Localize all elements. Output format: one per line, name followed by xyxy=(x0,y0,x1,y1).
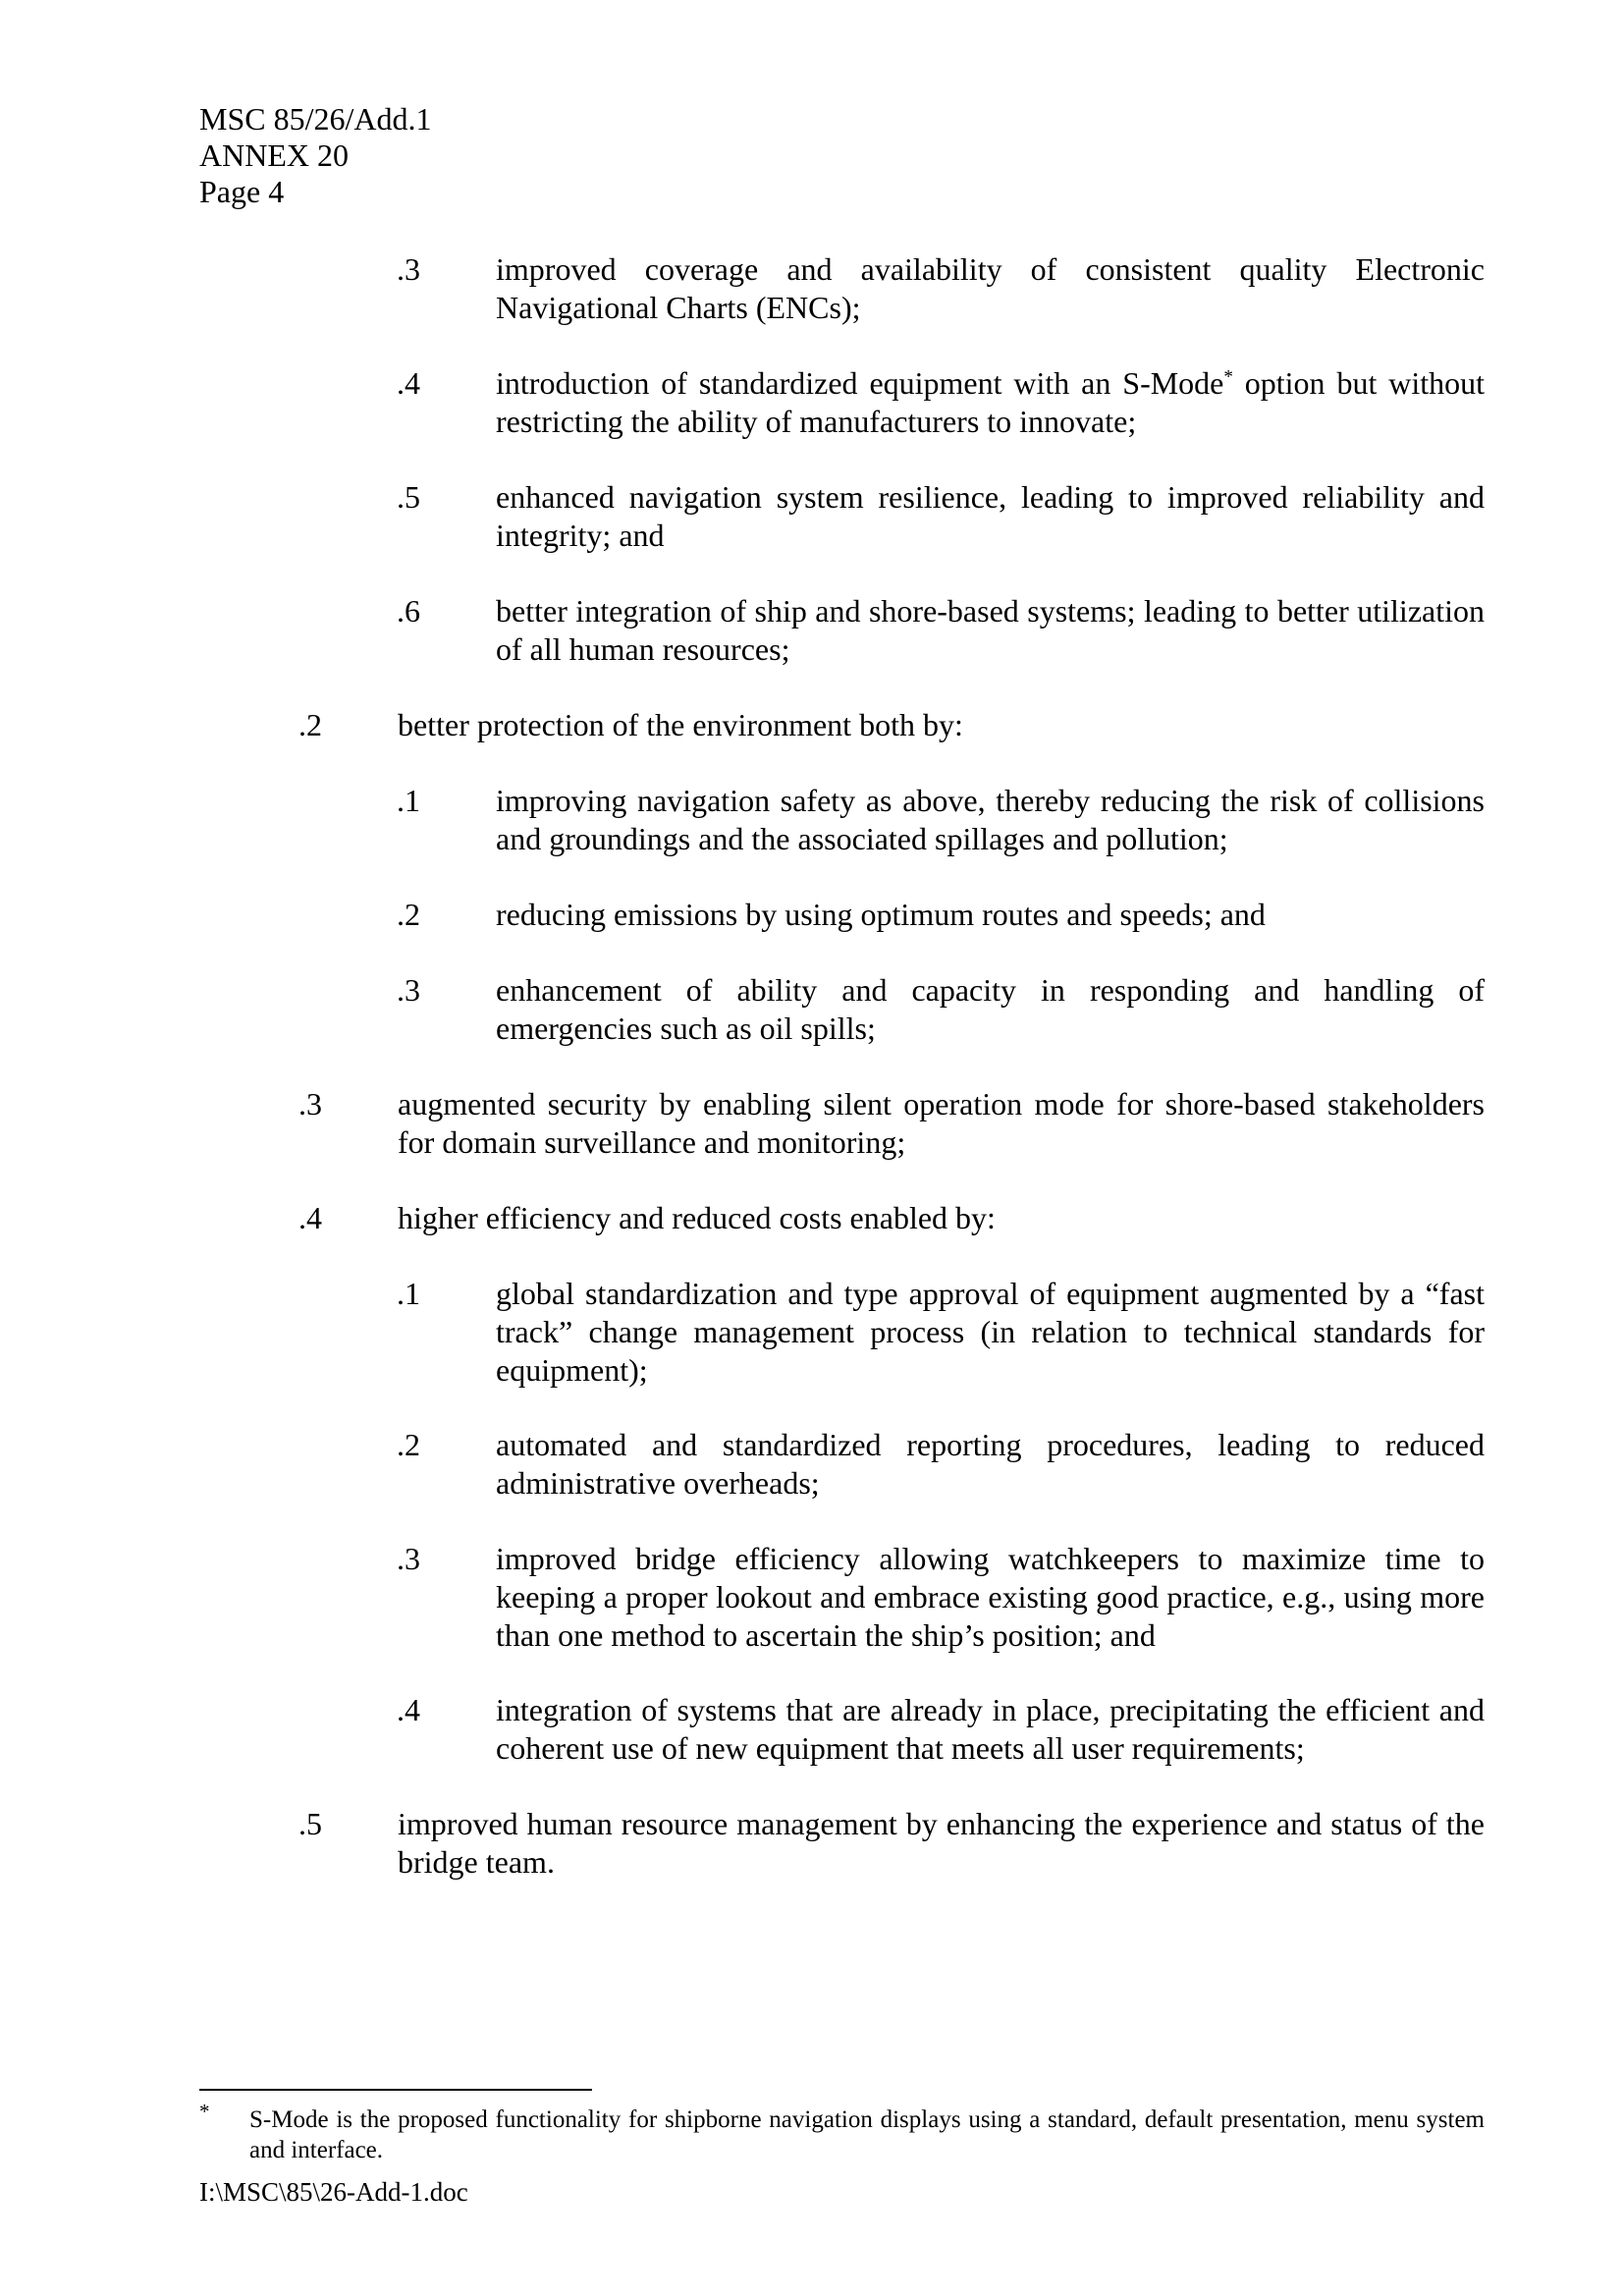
item-text: better protection of the environment both by: xyxy=(398,707,963,742)
item-text: augmented security by enabling silent operation mode for shore-based stakeholders for domain surveillance and monitoring; xyxy=(398,1086,1485,1160)
list-item xyxy=(298,1199,1485,1237)
list-item xyxy=(397,971,1485,1048)
page-header xyxy=(199,101,431,210)
list-item xyxy=(397,782,1485,858)
item-text: enhancement of ability and capacity in responding and handling of emergencies such as oil spills; xyxy=(496,972,1485,1046)
item-number: .4 xyxy=(397,1692,420,1727)
list-item xyxy=(397,1540,1485,1655)
item-number: .3 xyxy=(397,972,420,1008)
list-item xyxy=(397,1691,1485,1768)
footnote-reference-marker[interactable]: * xyxy=(1223,366,1233,388)
list-item xyxy=(397,896,1485,934)
list-item xyxy=(298,706,1485,744)
item-number: .4 xyxy=(397,365,420,401)
footnote-text: S-Mode is the proposed functionality for shipborne navigation displays using a standard, default presentation, menu system and interface. xyxy=(249,2106,1485,2163)
item-text: improved coverage and availability of consistent quality Electronic Navigational Charts (ENCs); xyxy=(496,251,1485,325)
list-item xyxy=(397,250,1485,327)
list-item xyxy=(397,364,1485,441)
item-number: .3 xyxy=(298,1086,322,1121)
item-text-part: introduction of standardized equipment with an S-Mode xyxy=(496,365,1224,401)
list-item xyxy=(397,1275,1485,1390)
item-number: .2 xyxy=(397,897,420,932)
footnote-separator xyxy=(199,2089,592,2091)
list-item xyxy=(298,1805,1485,1882)
footnote-marker: * xyxy=(199,2100,210,2123)
list-item xyxy=(397,478,1485,555)
item-number: .2 xyxy=(397,1427,420,1462)
item-number: .3 xyxy=(397,1541,420,1576)
document-reference: MSC 85/26/Add.1 xyxy=(199,101,432,137)
page-number: Page 4 xyxy=(199,174,285,209)
file-path-footer: I:\MSC\85\26-Add-1.doc xyxy=(199,2177,468,2207)
list-item xyxy=(298,1085,1485,1162)
item-text: automated and standardized reporting procedures, leading to reduced administrative overheads; xyxy=(496,1427,1485,1501)
item-number: .5 xyxy=(298,1806,322,1841)
item-number: .3 xyxy=(397,251,420,287)
list-item xyxy=(397,592,1485,669)
item-text: higher efficiency and reduced costs enabled by: xyxy=(398,1200,996,1235)
item-number: .1 xyxy=(397,783,420,818)
item-text: enhanced navigation system resilience, leading to improved reliability and integrity; and xyxy=(496,479,1485,553)
item-number: .1 xyxy=(397,1276,420,1311)
item-text: improved bridge efficiency allowing watchkeepers to maximize time to keeping a proper lookout and embrace existing good practice, e.g., using more than one method to ascertain the ship’s position; and xyxy=(496,1541,1485,1653)
item-text: global standardization and type approval of equipment augmented by a “fast track” change management process (in relation to technical standards for equipment); xyxy=(496,1276,1485,1388)
list-item xyxy=(397,1426,1485,1503)
item-number: .4 xyxy=(298,1200,322,1235)
footnote xyxy=(199,2100,1485,2165)
item-text-part: option but without restricting the ability of manufacturers to innovate; xyxy=(496,365,1486,439)
item-text: better integration of ship and shore-based systems; leading to better utilization of all human resources; xyxy=(496,593,1485,667)
item-number: .5 xyxy=(397,479,420,515)
item-number: .6 xyxy=(397,593,420,629)
item-text: improved human resource management by enhancing the experience and status of the bridge team. xyxy=(398,1806,1485,1880)
item-text xyxy=(496,364,1485,441)
item-text: reducing emissions by using optimum routes and speeds; and xyxy=(496,897,1266,932)
item-text: improving navigation safety as above, thereby reducing the risk of collisions and groundings and the associated spillages and pollution; xyxy=(496,783,1485,856)
item-text: integration of systems that are already in place, precipitating the efficient and coherent use of new equipment that meets all user requirements; xyxy=(496,1692,1485,1766)
item-number: .2 xyxy=(298,707,322,742)
annex-label: ANNEX 20 xyxy=(199,137,349,173)
